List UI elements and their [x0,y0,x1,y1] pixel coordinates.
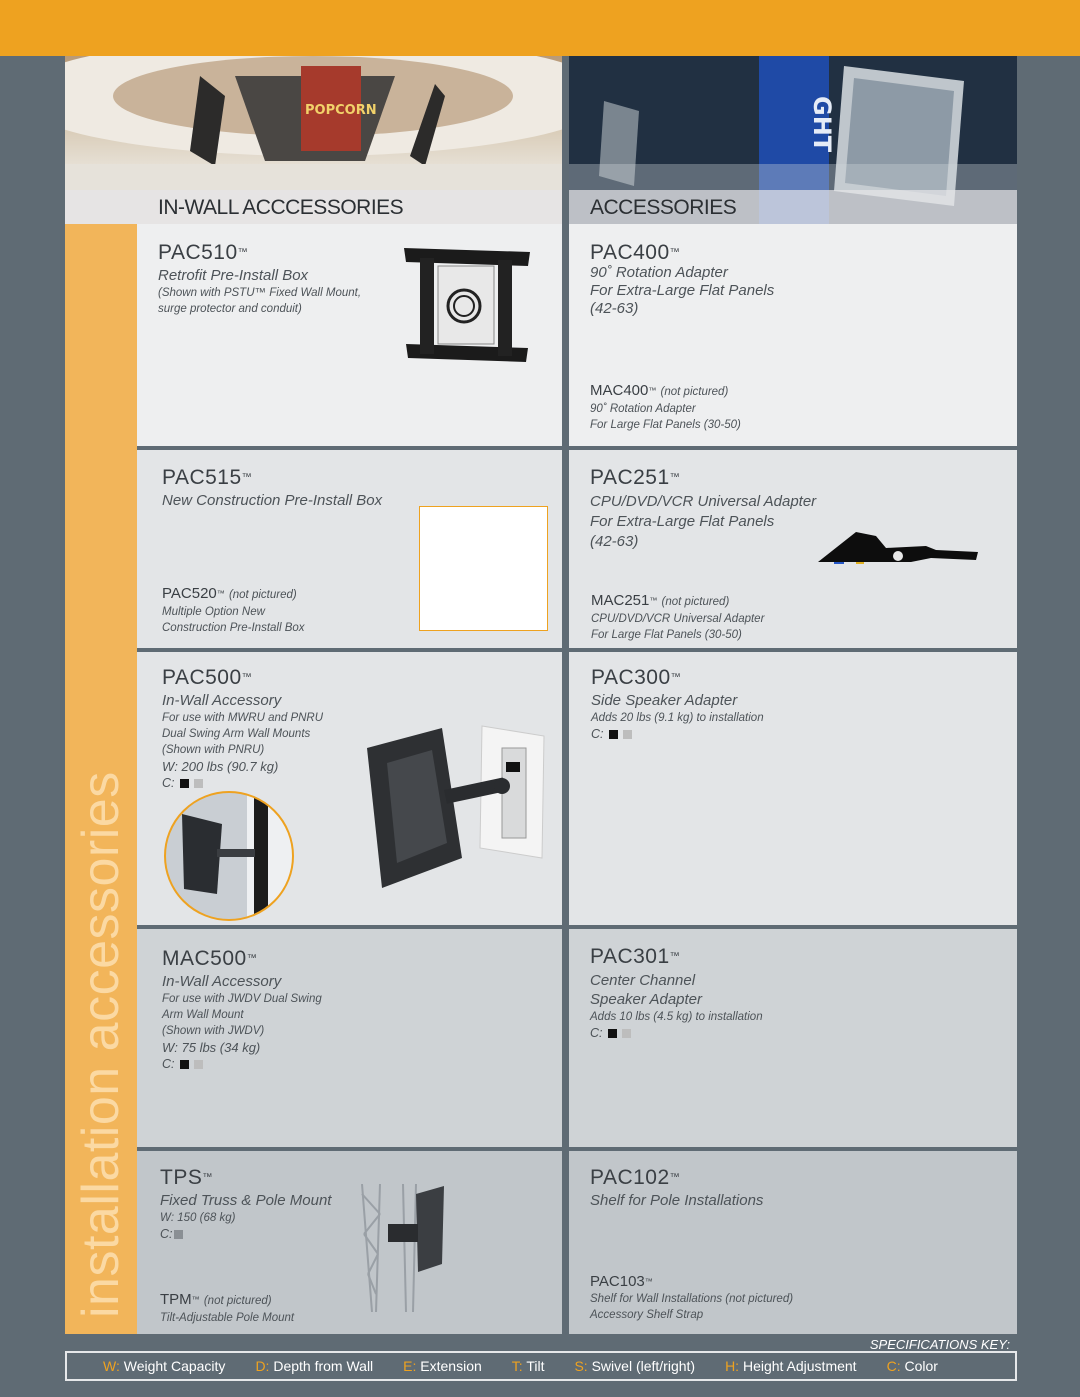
pac301-colors: C: [590,1025,763,1041]
color-swatch-silver [194,779,203,788]
mac400-name: MAC400™ (not pictured) [590,382,729,399]
pac251-desc2: For Extra-Large Flat Panels [590,513,775,530]
pac515-desc: New Construction Pre-Install Box [162,492,383,509]
tps-colors: C: [160,1226,331,1242]
pac301-line1: Adds 10 lbs (4.5 kg) to installation [590,1011,763,1023]
color-swatch-black [609,730,618,739]
product-pac103 [590,1273,793,1323]
pac103-desc2: Accessory Shelf Strap [590,1309,704,1321]
mac400-desc1: 90˚ Rotation Adapter [590,403,696,415]
product-tpm [160,1291,294,1326]
pac500-line2: Dual Swing Arm Wall Mounts [162,728,311,740]
spec-key-extension: E: Extension [403,1358,482,1374]
pac500-name: PAC500™ [162,666,253,689]
product-pac251 [590,467,816,552]
product-pac102 [590,1167,763,1210]
accessories-heading: ACCESSORIES [590,196,737,219]
pac300-colors: C: [591,726,764,742]
pac301-desc1: Center Channel [590,972,696,989]
mac251-desc2: For Large Flat Panels (30-50) [591,629,742,641]
mac500-name: MAC500™ [162,947,258,970]
product-mac251 [591,592,764,643]
pac500-desc: In-Wall Accessory [162,692,282,709]
pac510-note2: surge protector and conduit) [158,303,302,315]
product-pac500 [162,667,323,791]
pac400-desc3: (42-63) [590,300,639,317]
tps-weight: W: 150 (68 kg) [160,1212,236,1224]
sidebar-vertical-title: installation accessories [72,771,130,1318]
pac510-desc: Retrofit Pre-Install Box [158,267,309,284]
pac300-line1: Adds 20 lbs (9.1 kg) to installation [591,712,764,724]
pac251-desc3: (42-63) [590,533,639,550]
product-pac510 [158,242,361,317]
mac500-desc: In-Wall Accessory [162,973,282,990]
product-pac301 [590,946,763,1041]
product-mac400 [590,382,741,433]
spec-key-tilt: T: Tilt [511,1358,545,1374]
pac300-name: PAC300™ [591,666,682,689]
color-swatch-silver [622,1029,631,1038]
product-pac300 [591,667,764,742]
spec-key-weight: W: Weight Capacity [103,1358,226,1374]
product-mac500 [162,948,322,1072]
pac102-desc: Shelf for Pole Installations [590,1192,764,1209]
top-banner [0,0,1080,56]
pac510-note1: (Shown with PSTU™ Fixed Wall Mount, [158,287,362,299]
pac400-name: PAC400™ [590,241,681,264]
pac103-desc1: Shelf for Wall Installations (not pictured) [590,1293,794,1305]
pac515-image-placeholder [419,506,548,631]
pac500-image [362,718,547,893]
sign-text: GHT [808,96,836,153]
tpm-desc: Tilt-Adjustable Pole Mount [160,1312,295,1324]
product-pac520 [162,585,305,636]
mac500-colors: C: [162,1056,322,1072]
spec-key-title: SPECIFICATIONS KEY: [869,1337,1010,1352]
pac500-line3: (Shown with PNRU) [162,744,265,756]
pac400-desc2: For Extra-Large Flat Panels [590,282,775,299]
pac251-image [816,528,981,568]
spec-key-height: H: Height Adjustment [725,1358,857,1374]
color-swatch-silver [194,1060,203,1069]
tps-name: TPS™ [160,1166,213,1189]
pac251-name: PAC251™ [590,466,681,489]
color-swatch-black [180,1060,189,1069]
pac500-line1: For use with MWRU and PNRU [162,712,324,724]
product-pac400 [590,242,774,318]
color-swatch-silver [174,1230,183,1239]
mac500-line2: Arm Wall Mount [162,1009,244,1021]
spec-key-color: C: Color [886,1358,938,1374]
mac500-line1: For use with JWDV Dual Swing [162,993,322,1005]
pac515-name: PAC515™ [162,466,253,489]
mac500-line3: (Shown with JWDV) [162,1025,265,1037]
tps-image [358,1184,448,1312]
popcorn-sign: POPCORN [305,103,377,118]
pac251-desc1: CPU/DVD/VCR Universal Adapter [590,493,817,510]
pac301-desc2: Speaker Adapter [590,991,703,1008]
pac500-detail-image [162,789,296,923]
pac510-image [402,244,532,369]
color-swatch-black [180,779,189,788]
mac251-desc1: CPU/DVD/VCR Universal Adapter [591,613,765,625]
color-swatch-silver [623,730,632,739]
in-wall-accessories-heading: IN-WALL ACCCESSORIES [158,196,404,219]
pac400-desc1: 90˚ Rotation Adapter [590,264,728,281]
pac500-weight: W: 200 lbs (90.7 kg) [162,759,279,774]
mac251-name: MAC251™ (not pictured) [591,592,730,609]
spec-key-bar [65,1351,1017,1381]
pac520-name: PAC520™ (not pictured) [162,585,297,602]
spec-key-swivel: S: Swivel (left/right) [574,1358,696,1374]
color-swatch-black [608,1029,617,1038]
pac500-colors: C: [162,775,323,791]
tps-desc: Fixed Truss & Pole Mount [160,1192,332,1209]
pac510-name: PAC510™ [158,241,249,264]
pac520-desc2: Construction Pre-Install Box [162,622,305,634]
spec-key-depth: D: Depth from Wall [255,1358,374,1374]
pac102-name: PAC102™ [590,1166,681,1189]
pac520-desc1: Multiple Option New [162,606,265,618]
pac300-desc: Side Speaker Adapter [591,692,738,709]
mac400-desc2: For Large Flat Panels (30-50) [590,419,741,431]
pac301-name: PAC301™ [590,945,681,968]
product-tps [160,1167,331,1242]
pac103-name: PAC103™ [590,1273,653,1290]
product-pac515 [162,467,382,510]
mac500-weight: W: 75 lbs (34 kg) [162,1040,261,1055]
tpm-name: TPM™ (not pictured) [160,1291,272,1308]
